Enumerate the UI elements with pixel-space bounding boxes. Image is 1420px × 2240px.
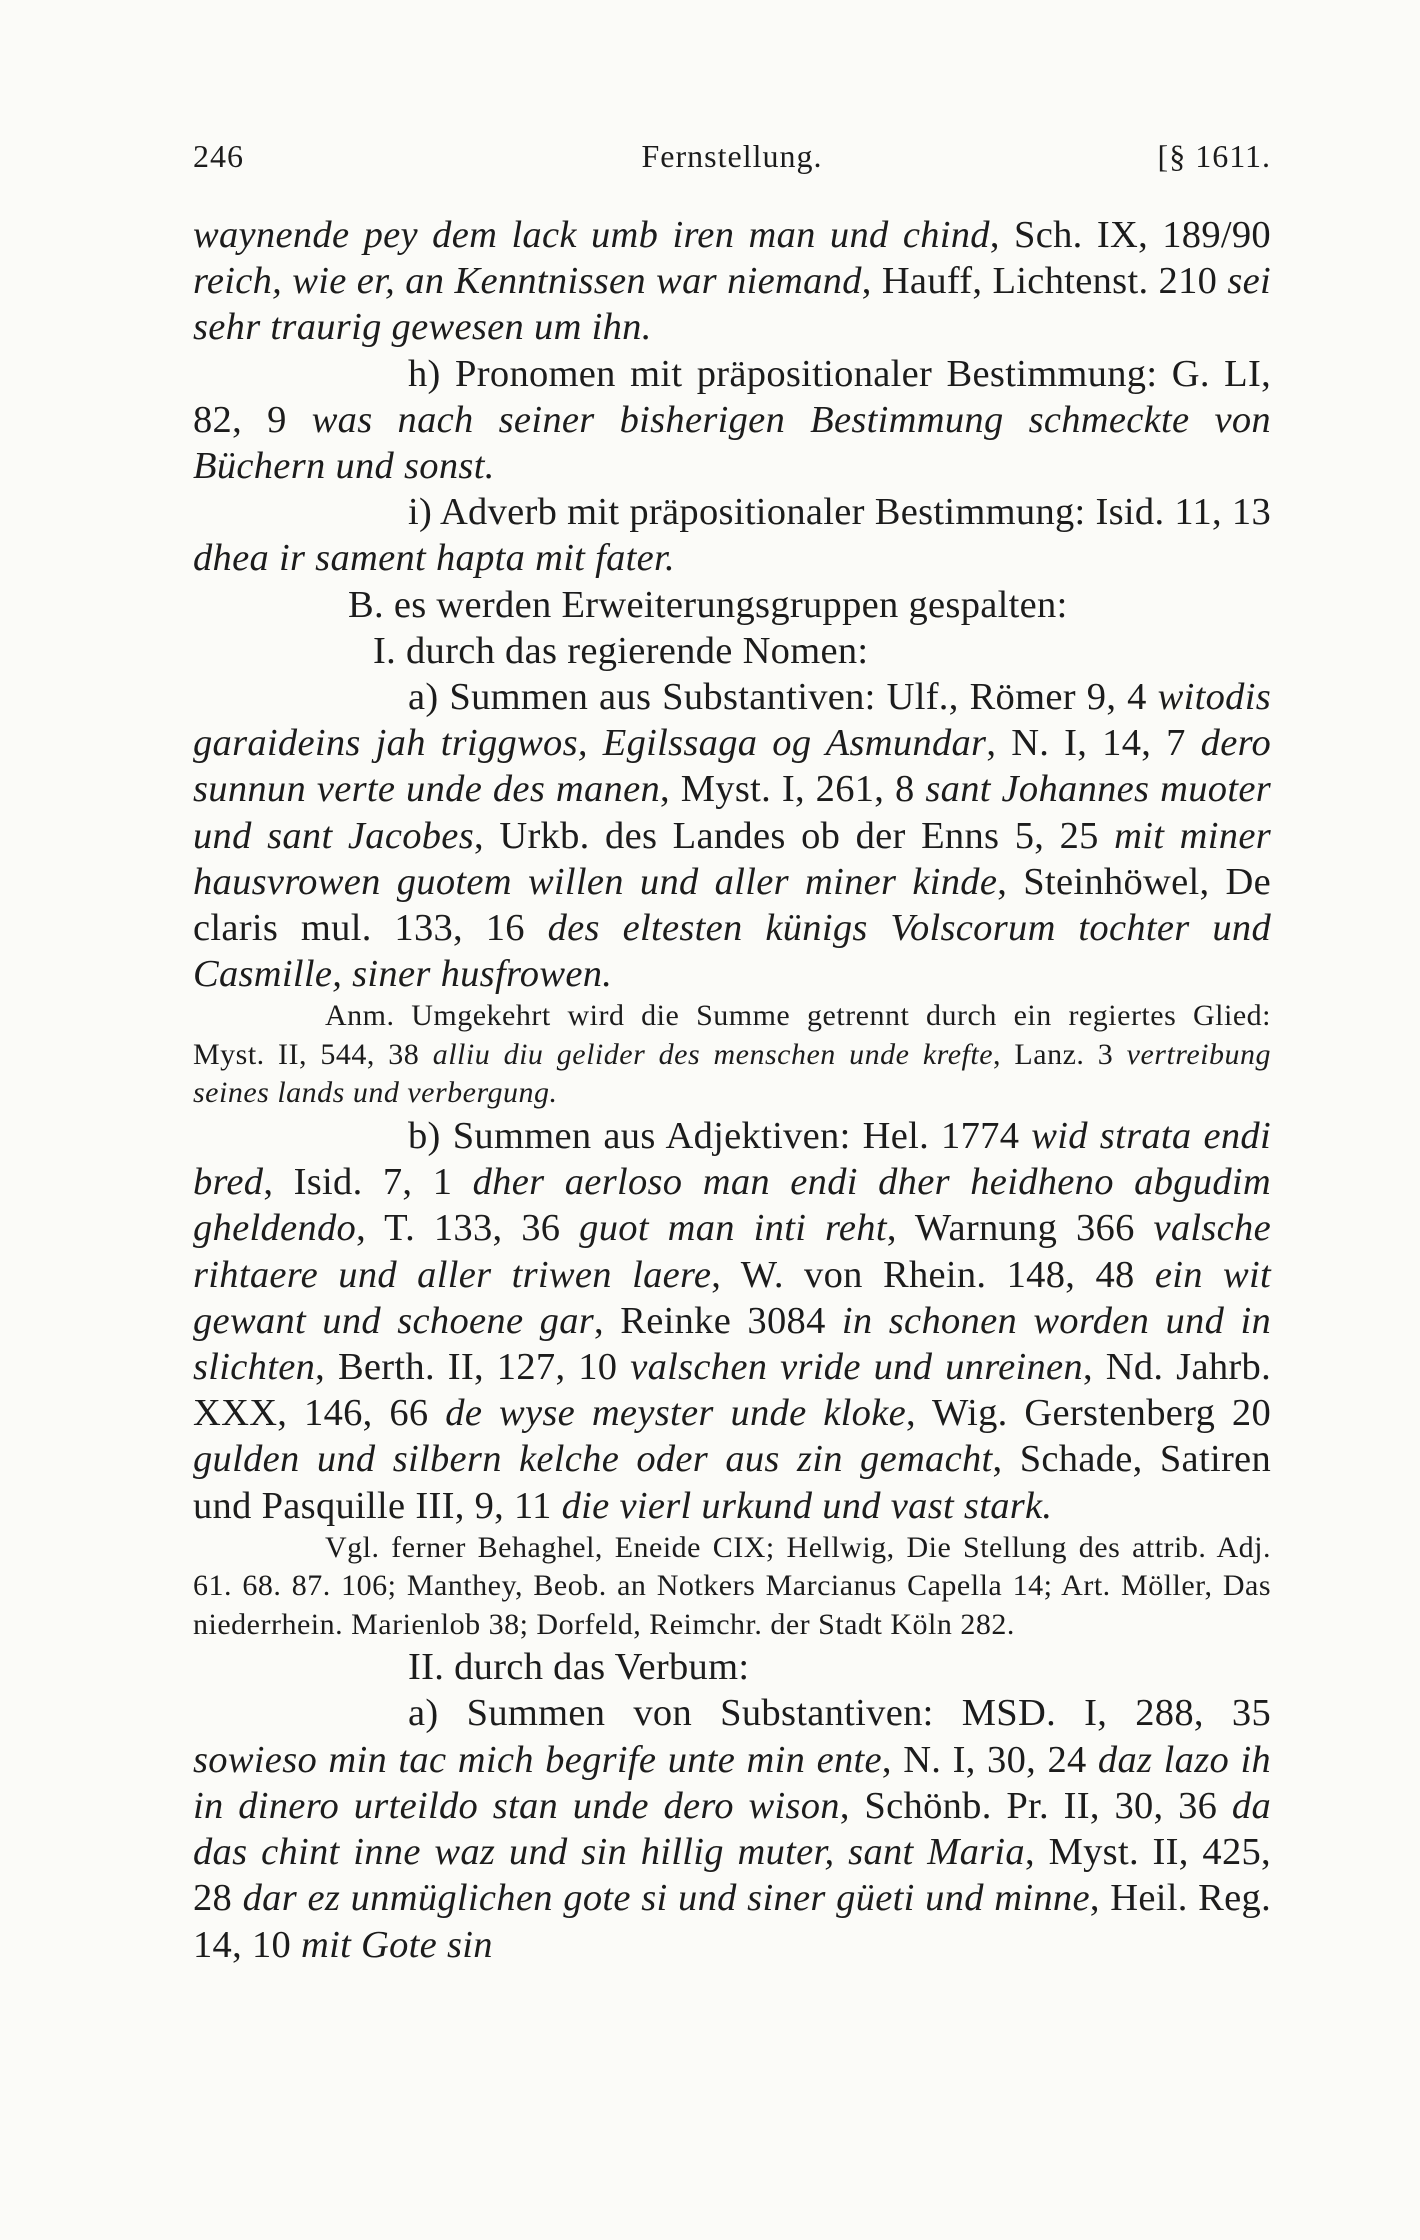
paragraph-continuation: waynende pey dem lack umb iren man und chind, Sch. IX, 189/90 reich, wie er, an Kenntnissen war niemand, Hauff, Lichtenst. 210 sei sehr traurig gewesen um ihn.: [193, 214, 1271, 349]
note-anm: [193, 997, 1271, 1113]
page-body: [193, 212, 1271, 1968]
note-vgl-text: Vgl. ferner Behaghel, Eneide CIX; Hellwig, Die Stellung des attrib. Adj. 61. 68. 87. 106; Manthey, Beob. an Notkers Marcianus Capella 14; Art. Möller, Das niederrhein. Marienlob 38; Dorfeld, Reimchr. der Stadt Köln 282.: [193, 1530, 1271, 1641]
page-number: 246: [193, 138, 244, 174]
paragraph-h: h) Pronomen mit präpositionaler Bestimmung: G. LI, 82, 9 was nach seiner bisherigen Bestimmung schmeckte von Büchern und sonst.: [193, 352, 1271, 488]
paragraph-a: a) Summen aus Substantiven: Ulf., Römer 9, 4 witodis garaideins jah triggwos, Egilssaga og Asmundar, N. I, 14, 7 dero sunnun verte unde des manen, Myst. I, 261, 8 sant Johannes muoter und sant Jacobes, Urkb. des Landes ob der Enns 5, 25 mit miner hausvrowen guotem willen und aller miner kinde, Steinhöwel, De claris mul. 133, 16 des eltesten künigs Volscorum tochter und Casmille, siner husfrowen.: [193, 676, 1271, 996]
paragraph-a2: a) Summen von Substantiven: MSD. I, 288, 35 sowieso min tac mich begrife unte min ente, N. I, 30, 24 daz lazo ih in dinero urteildo stan unde dero wison, Schönb. Pr. II, 30, 36 da das chint inne waz und sin hillig muter, sant Maria, Myst. II, 425, 28 dar ez unmüglichen gote si und siner güeti und minne, Heil. Reg. 14, 10 mit Gote sin: [193, 1692, 1271, 1966]
heading-roman-1: I. durch das regierende Nomen:: [373, 629, 869, 672]
note-anm-text: Anm. Umgekehrt wird die Summe getrennt durch ein regiertes Glied: Myst. II, 544, 38 alliu diu gelider des menschen unde krefte, Lanz. 3 vertreibung seines lands und verbergung.: [193, 999, 1271, 1110]
running-title: Fernstellung.: [641, 138, 823, 174]
running-header: [193, 138, 1271, 188]
heading-roman-2: II. durch das Verbum:: [408, 1646, 750, 1689]
note-vgl: [193, 1529, 1271, 1645]
paragraph-b: b) Summen aus Adjektiven: Hel. 1774 wid strata endi bred, Isid. 7, 1 dher aerloso man endi dher heidheno abgudim gheldendo, T. 133, 36 guot man inti reht, Warnung 366 valsche rihtaere und aller triwen laere, W. von Rhein. 148, 48 ein wit gewant und schoene gar, Reinke 3084 in schonen worden und in slichten, Berth. II, 127, 10 valschen vride und unreinen, Nd. Jahrb. XXX, 146, 66 de wyse meyster unde kloke, Wig. Gerstenberg 20 gulden und silbern kelche oder aus zin gemacht, Schade, Satiren und Pasquille III, 9, 11 die vierl urkund und vast stark.: [193, 1114, 1272, 1527]
heading-b: B. es werden Erweiterungsgruppen gespalten:: [348, 583, 1068, 626]
paragraph-i: i) Adverb mit präpositionaler Bestimmung: Isid. 11, 13 dhea ir sament hapta mit fater.: [193, 491, 1271, 580]
section-reference: [§ 1611.: [1157, 138, 1271, 174]
